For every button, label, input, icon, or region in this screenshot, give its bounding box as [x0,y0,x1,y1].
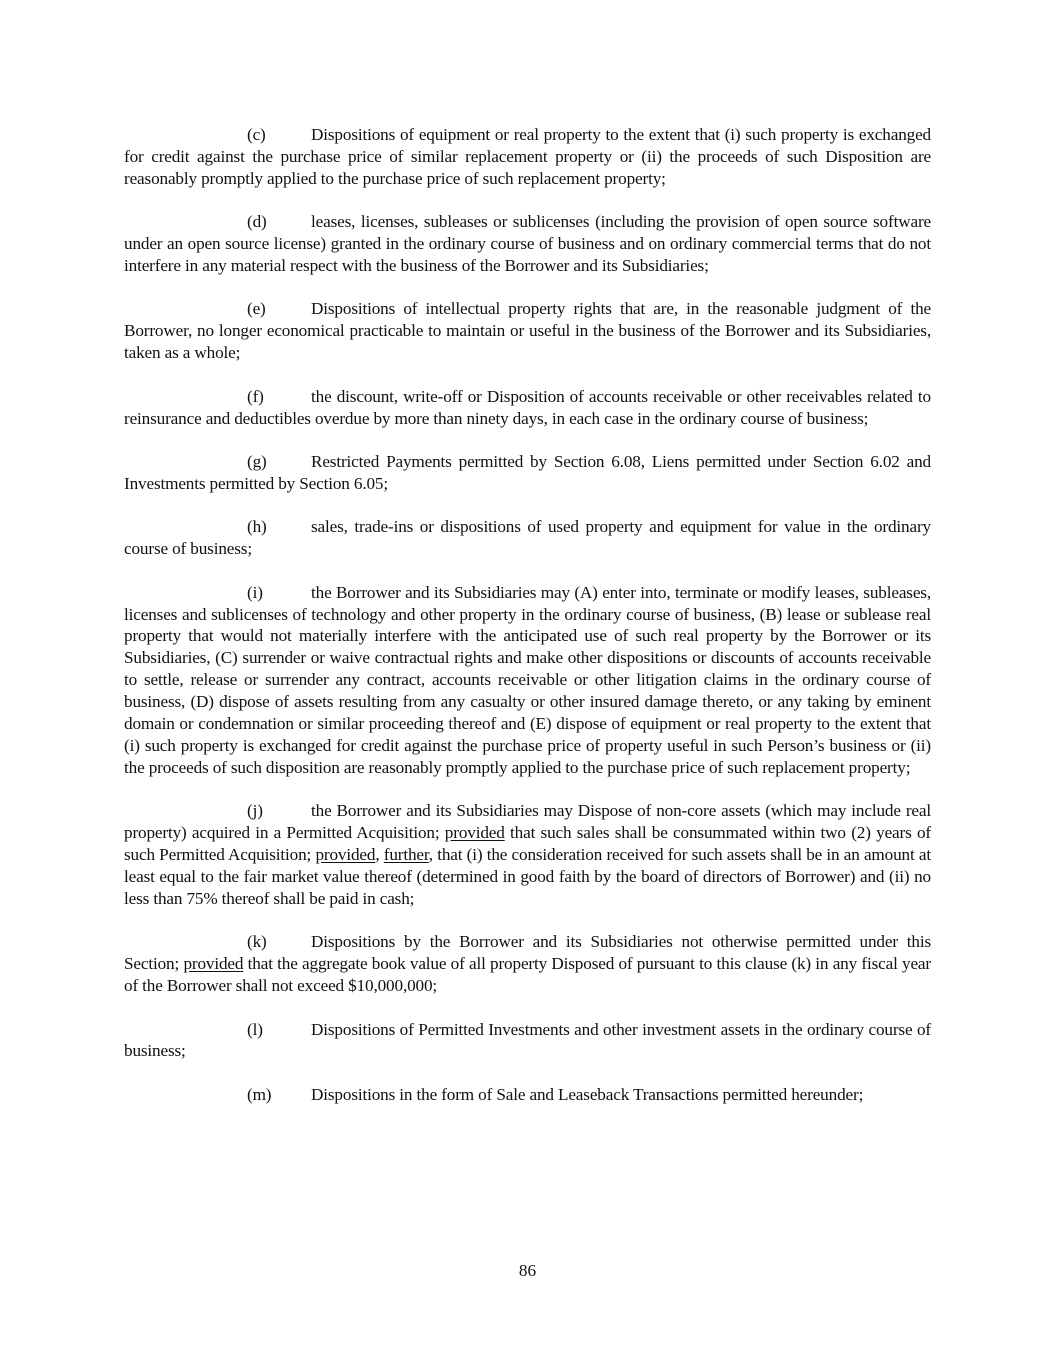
clause-h [124,516,931,560]
clause-text: , [375,845,384,865]
clause-m [124,1084,931,1106]
clause-text: Restricted Payments permitted by Section 6.08, Liens permitted under Section 6.02 and Investments permitted by Section 6.05; [124,451,931,493]
clause-text: the Borrower and its Subsidiaries may Dispose of non-core assets (which may include real property) acquired in a Permitted Acquisition; [124,801,931,843]
clause-l [124,1019,931,1063]
clause-i [124,582,931,779]
clause-text: Dispositions in the form of Sale and Leaseback Transactions permitted hereunder; [311,1084,864,1104]
clause-g [124,451,931,495]
clause-d [124,211,931,277]
clause-label: (e) [247,299,266,319]
clause-text: the discount, write-off or Disposition of accounts receivable or other receivables related to reinsurance and deductibles overdue by more than ninety days, in each case in the ordinary course of business; [124,386,931,428]
clause-text: that such sales shall be consummated within two (2) years of such Permitted Acquisition; [124,823,931,865]
clause-text: the Borrower and its Subsidiaries may (A) enter into, terminate or modify leases, subleases, licenses and sublicenses of technology and other property in the ordinary course of business, (B) lease or sublease real property that would not materially interfere with the anticipated use of such real property by the Borrower or its Subsidiaries, (C) surrender or waive contractual rights and make other dispositions or discounts of accounts receivable to settle, release or surrender any contract, accounts receivable or other litigation claims in the ordinary course of business, (D) dispose of assets resulting from any casualty or other insured damage thereto, or any taking by eminent domain or condemnation or similar proceeding thereof and (E) dispose of equipment or real property to the extent that (i) such property is exchanged for credit against the purchase price of property useful in such Person’s business or (ii) the proceeds of such disposition are reasonably promptly applied to the purchase price of such replacement property; [124,582,931,777]
clause-text: Dispositions of equipment or real property to the extent that (i) such property is exchanged for credit against the purchase price of similar replacement property or (ii) the proceeds of such Disposition are reasonably promptly applied to the purchase price of such replacement property; [124,125,931,188]
clause-text: , that (i) the consideration received for such assets shall be in an amount at least equal to the fair market value thereof (determined in good faith by the board of directors of Borrower) and (ii) no less than 75% thereof shall be paid in cash; [124,845,931,908]
clause-f [124,386,931,430]
clause-e [124,298,931,364]
clause-label: (g) [247,451,267,471]
clause-label: (j) [247,801,263,821]
provided-term: provided [315,845,376,865]
clause-text: Dispositions of intellectual property rights that are, in the reasonable judgment of the Borrower, no longer economical practicable to maintain or useful in the business of the Borrower and its Subsidiaries, taken as a whole; [124,299,931,363]
clause-label: (k) [247,932,267,952]
clause-label: (h) [247,517,267,537]
clause-c [124,124,931,190]
clause-text: sales, trade-ins or dispositions of used property and equipment for value in the ordinary course of business; [124,517,931,559]
document-page [124,124,931,1127]
clause-text: leases, licenses, subleases or sublicenses (including the provision of open source software under an open source license) granted in the ordinary course of business and on ordinary commercial terms that do not interfere in any material respect with the business of the Borrower and its Subsidiaries; [124,212,931,276]
clause-k [124,931,931,997]
clause-label: (d) [247,212,267,232]
clause-label: (m) [247,1084,272,1104]
provided-term: provided [444,823,505,843]
clause-label: (c) [247,125,266,144]
clause-j [124,800,931,910]
provided-term: provided [183,954,244,974]
clause-label: (l) [247,1019,263,1039]
clause-label: (f) [247,386,264,406]
further-term: further [383,845,429,865]
clause-text: Dispositions by the Borrower and its Subsidiaries not otherwise permitted under this Section; [124,932,931,974]
clause-text: that the aggregate book value of all property Disposed of pursuant to this clause (k) in any fiscal year of the Borrower shall not exceed $10,000,000; [124,954,931,996]
clause-text: Dispositions of Permitted Investments and other investment assets in the ordinary course of business; [124,1019,931,1061]
page-number: 86 [518,1261,537,1280]
clause-label: (i) [247,582,263,602]
